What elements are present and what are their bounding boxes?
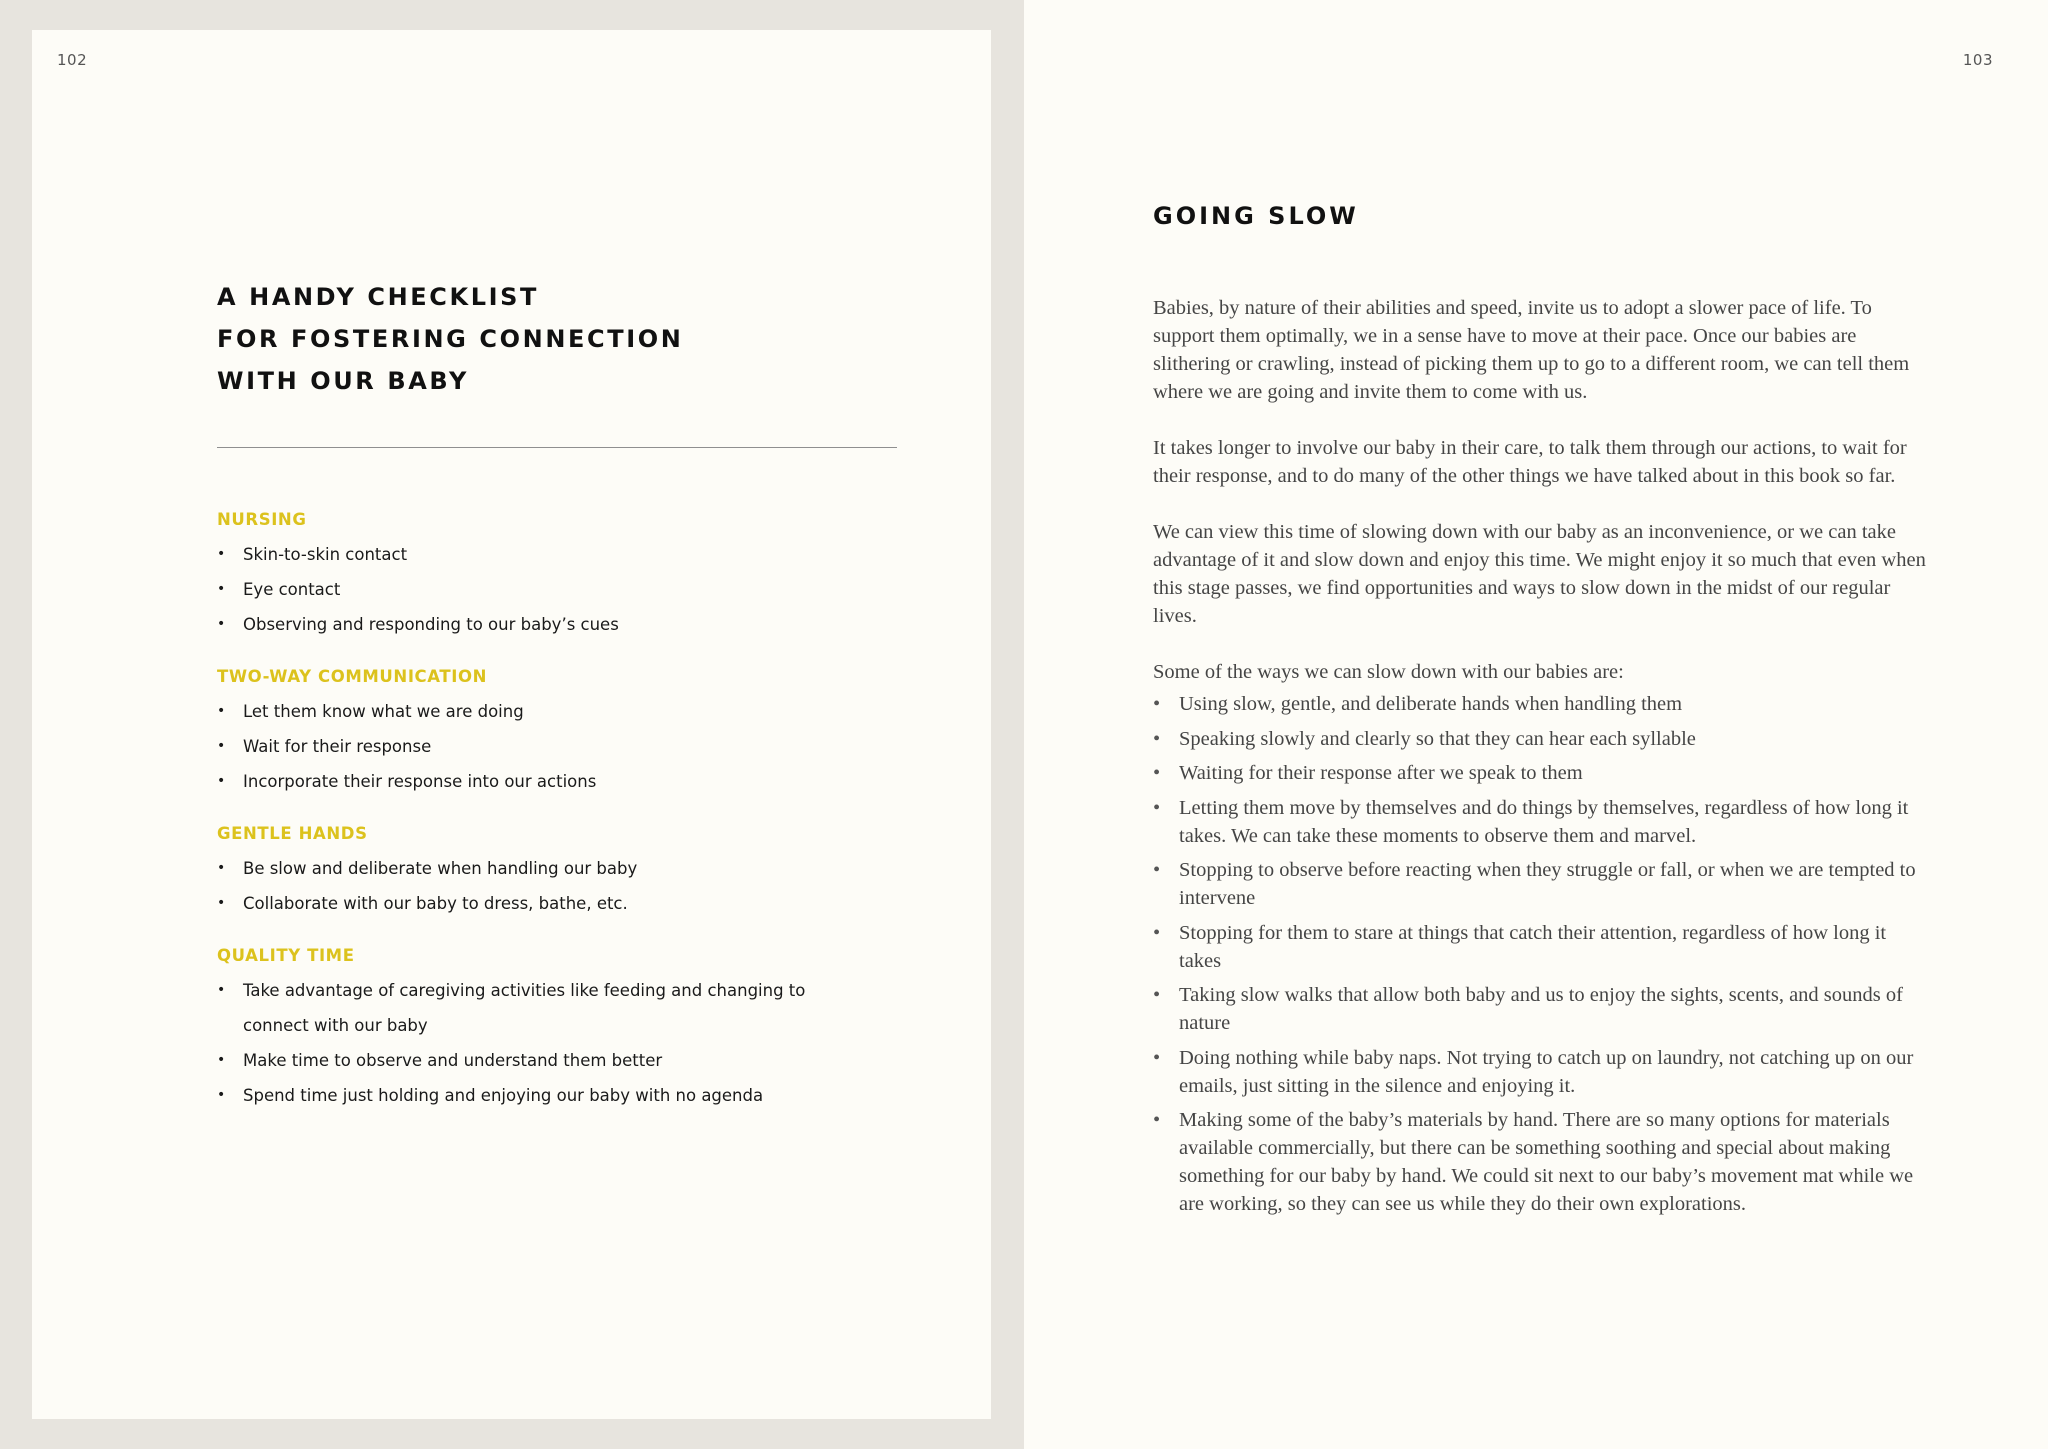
body-text xyxy=(1153,294,1933,1225)
checklist-item-text: Incorporate their response into our actions xyxy=(243,772,597,791)
checklist-item xyxy=(217,572,937,607)
list-item-text: Making some of the baby’s materials by hand. There are so many options for materials available commercially, but there can be something soothing and special about making something for our baby by hand. We could sit next to our baby’s movement mat while we are working, so they can see us while they do their own explorations. xyxy=(1179,1109,1914,1215)
page-number-right: 103 xyxy=(1962,51,1993,69)
checklist-section-quality-time xyxy=(217,938,937,1113)
checklist-items xyxy=(217,694,937,799)
list-item-text: Using slow, gentle, and deliberate hands when handling them xyxy=(1179,693,1683,715)
section-title: GOING SLOW xyxy=(1153,202,1359,230)
body-paragraph: Babies, by nature of their abilities and speed, invite us to adopt a slower pace of life. To support them optimally, we in a sense have to move at their pace. Once our babies are slithering or crawling, instead of picking them up to go to a different room, we can tell them where we are going and invite them to come with us. xyxy=(1153,297,1910,403)
list-item xyxy=(1153,759,1933,787)
bullet-icon: • xyxy=(217,1052,226,1068)
body-paragraph: We can view this time of slowing down with our baby as an inconvenience, or we can take advantage of it and slow down and enjoy this time. We might enjoy it so much that even when this stage passes, we find opportunities and ways to slow down in the midst of our regular lives. xyxy=(1153,521,1926,627)
checklist-section-gentle-hands xyxy=(217,816,937,921)
checklist-item-text: Collaborate with our baby to dress, bathe, etc. xyxy=(243,894,628,913)
checklist-item xyxy=(217,729,937,764)
list-intro: Some of the ways we can slow down with our babies are: xyxy=(1153,661,1624,683)
section-heading: QUALITY TIME xyxy=(217,946,355,965)
checklist-item-text: Take advantage of caregiving activities like feeding and changing to connect with our baby xyxy=(243,981,806,1035)
list-item-text: Taking slow walks that allow both baby and us to enjoy the sights, scents, and sounds of nature xyxy=(1179,984,1903,1034)
list-item xyxy=(1153,1106,1933,1218)
checklist-item-text: Spend time just holding and enjoying our baby with no agenda xyxy=(243,1086,764,1105)
checklist-title-line: WITH OUR BABY xyxy=(217,367,469,395)
bullet-icon: • xyxy=(217,546,226,562)
checklist-item-text: Let them know what we are doing xyxy=(243,702,524,721)
checklist-item xyxy=(217,694,937,729)
checklist-section-communication xyxy=(217,659,937,799)
left-page xyxy=(32,30,991,1419)
bullet-icon: • xyxy=(217,982,226,998)
bullet-icon: • xyxy=(217,773,226,789)
checklist-title-line: FOR FOSTERING CONNECTION xyxy=(217,325,684,353)
slow-down-list xyxy=(1153,690,1933,1218)
bullet-icon: • xyxy=(217,738,226,754)
bullet-icon: • xyxy=(1153,727,1161,750)
page-number-left: 102 xyxy=(57,51,88,69)
checklist-items xyxy=(217,851,937,921)
checklist-item xyxy=(217,537,937,572)
bullet-icon: • xyxy=(1153,1109,1161,1131)
checklist-item-text: Make time to observe and understand them better xyxy=(243,1051,663,1070)
divider xyxy=(217,447,897,448)
bullet-icon: • xyxy=(1153,1046,1161,1069)
bullet-icon: • xyxy=(1153,762,1161,784)
checklist-item xyxy=(217,764,937,799)
list-item xyxy=(1153,1044,1933,1100)
list-item xyxy=(1153,794,1933,850)
list-item-text: Speaking slowly and clearly so that they can hear each syllable xyxy=(1179,727,1696,750)
list-item-text: Letting them move by themselves and do things by themselves, regardless of how long it takes. We can take these moments to observe them and marvel. xyxy=(1179,796,1909,847)
checklist-item xyxy=(217,973,843,1043)
bullet-icon: • xyxy=(1153,693,1161,715)
list-item xyxy=(1153,690,1933,718)
checklist-item xyxy=(217,886,937,921)
bullet-icon: • xyxy=(217,895,226,911)
checklist-item-text: Be slow and deliberate when handling our baby xyxy=(243,859,638,878)
list-item xyxy=(1153,856,1933,912)
list-item-text: Waiting for their response after we speak to them xyxy=(1179,762,1583,784)
checklist-item xyxy=(217,1043,937,1078)
checklist-item xyxy=(217,1078,937,1113)
right-page xyxy=(1024,0,2048,1449)
section-heading: NURSING xyxy=(217,510,307,529)
bullet-icon: • xyxy=(217,860,226,876)
checklist-section-nursing xyxy=(217,502,937,642)
list-item xyxy=(1153,981,1933,1037)
list-item-text: Doing nothing while baby naps. Not trying to catch up on laundry, not catching up on our emails, just sitting in the silence and enjoying it. xyxy=(1179,1046,1914,1097)
bullet-icon: • xyxy=(1153,859,1161,881)
checklist-item xyxy=(217,607,937,642)
checklist xyxy=(217,502,937,1130)
body-paragraph: It takes longer to involve our baby in their care, to talk them through our actions, to wait for their response, and to do many of the other things we have talked about in this book so far. xyxy=(1153,437,1907,487)
checklist-items xyxy=(217,537,937,642)
checklist-item-text: Observing and responding to our baby’s cues xyxy=(243,615,619,634)
list-item-text: Stopping to observe before reacting when they struggle or fall, or when we are tempted to intervene xyxy=(1179,859,1916,909)
checklist-title-line: A HANDY CHECKLIST xyxy=(217,283,539,311)
checklist-item-text: Wait for their response xyxy=(243,737,432,756)
bullet-icon: • xyxy=(1153,921,1161,944)
list-item xyxy=(1153,919,1933,975)
bullet-icon: • xyxy=(217,1087,226,1103)
section-heading: GENTLE HANDS xyxy=(217,824,368,843)
section-heading: TWO-WAY COMMUNICATION xyxy=(217,667,487,686)
bullet-icon: • xyxy=(217,581,226,597)
bullet-icon: • xyxy=(217,616,226,632)
checklist-item-text: Eye contact xyxy=(243,580,341,599)
bullet-icon: • xyxy=(1153,984,1161,1006)
checklist-title xyxy=(217,276,683,402)
checklist-item-text: Skin-to-skin contact xyxy=(243,545,408,564)
list-item xyxy=(1153,725,1933,753)
list-item-text: Stopping for them to stare at things that catch their attention, regardless of how long it takes xyxy=(1179,921,1887,972)
checklist-item xyxy=(217,851,937,886)
bullet-icon: • xyxy=(1153,796,1161,819)
bullet-icon: • xyxy=(217,703,226,719)
checklist-items xyxy=(217,973,937,1113)
